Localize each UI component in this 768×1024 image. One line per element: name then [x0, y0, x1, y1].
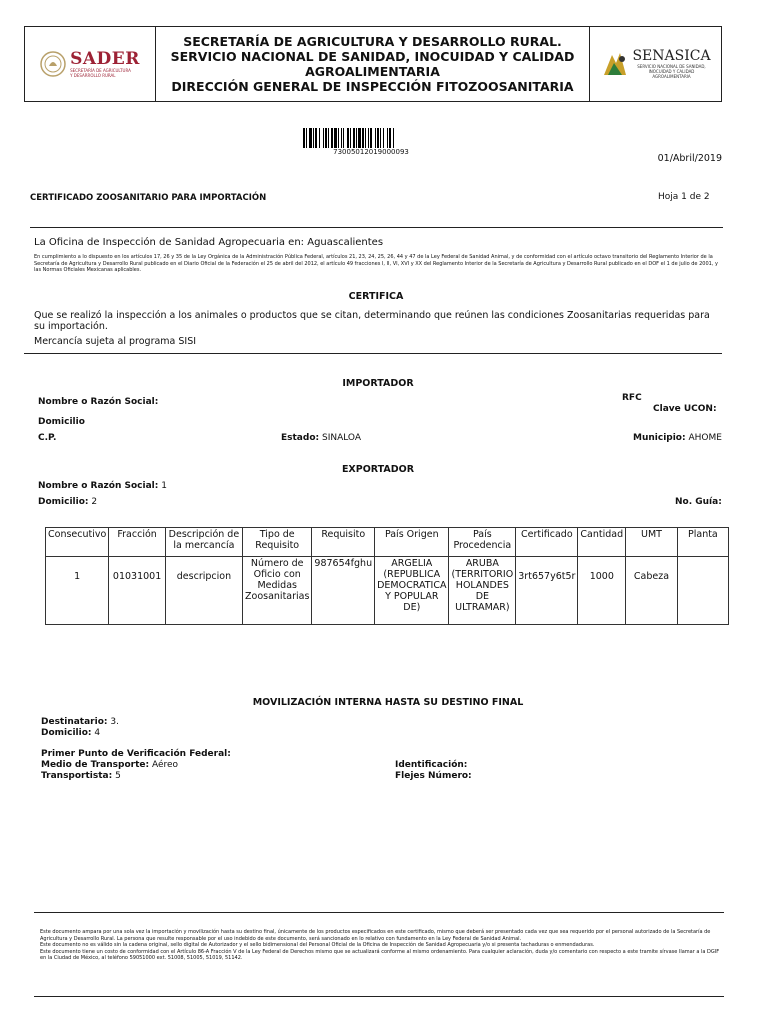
medio-transporte-value: Aéreo	[151, 760, 179, 770]
senasica-logo-text: SENASICA	[632, 48, 711, 64]
mexico-seal-icon	[40, 51, 66, 77]
footer-notes	[40, 929, 720, 962]
exportador-name-label: Nombre o Razón Social:	[38, 481, 159, 491]
importador-estado-label: Estado:	[281, 433, 320, 443]
divider	[34, 912, 724, 913]
importador-estado	[281, 433, 361, 443]
punto-verificacion-label: Primer Punto de Verificación Federal:	[41, 749, 231, 759]
importador-estado-value: SINALOA	[321, 433, 362, 443]
importador-municipio	[633, 433, 722, 443]
column-header: Certificado	[516, 528, 578, 557]
certificate-title: CERTIFICADO ZOOSANITARIO PARA IMPORTACIÓN	[30, 193, 267, 203]
page-number: Hoja 1 de 2	[658, 192, 710, 202]
column-header: País Procedencia	[449, 528, 516, 557]
barcode	[303, 128, 439, 148]
footer-note-2: Este documento no es válido sin la cadena original, sello digital de Autorizador y el sello bidimensional del Personal Oficial de la Oficina de Inspección de Sanidad Agropecuaria y/o si presenta tachaduras o enmendaduras.	[40, 942, 595, 948]
header-titles	[156, 27, 589, 101]
table-cell: Número de Oficio con Medidas Zoosanitarias	[243, 557, 312, 625]
importador-cp-label: C.P.	[38, 433, 57, 443]
divider	[34, 996, 724, 997]
medio-transporte	[41, 760, 178, 771]
table-cell	[677, 557, 728, 625]
destinatario-label: Destinatario:	[41, 717, 108, 727]
header-title-2: SERVICIO NACIONAL DE SANIDAD, INOCUIDAD Y CALIDAD	[170, 49, 575, 64]
column-header: País Origen	[375, 528, 449, 557]
table-cell: ARUBA (TERRITORIO HOLANDES DE ULTRAMAR)	[449, 557, 516, 625]
goods-table	[45, 527, 729, 625]
transportista-label: Transportista:	[41, 771, 113, 781]
senasica-logo-subtitle-1: SERVICIO NACIONAL DE SANIDAD,	[637, 64, 706, 69]
destinatario-value: 3.	[110, 717, 119, 727]
importador-heading: IMPORTADOR	[342, 378, 414, 389]
movilizacion-destinatario	[41, 717, 119, 728]
office-line: La Oficina de Inspección de Sanidad Agropecuaria en: Aguascalientes	[34, 237, 384, 248]
movilizacion-domicilio-value: 4	[94, 728, 101, 738]
column-header: Descripción de la mercancía	[165, 528, 242, 557]
importador-clave-label: Clave UCON:	[653, 404, 717, 414]
table-cell: 01031001	[109, 557, 166, 625]
exportador-name-value: 1	[161, 481, 167, 491]
footer-note-1: Este documento ampara por una sola vez la importación y movilización hasta su destino final, únicamente de los productos especificados en este certificado, mismo que deberá ser presentado cada vez que sea requerido por el personal autorizado de la Secretaría de Agricultura y Desarrollo Rural. La persona que resulte responsable por el uso indebido de este documento, será sancionado en lo relativo con fundamento en la Ley Federal de Sanidad Animal.	[40, 929, 711, 942]
table-cell: 3rt657y6t5r	[516, 557, 578, 625]
importador-municipio-label: Municipio:	[633, 433, 686, 443]
importador-domicilio-label: Domicilio	[38, 417, 85, 427]
senasica-logo-subtitle-2: INOCUIDAD Y CALIDAD	[648, 69, 695, 74]
column-header: UMT	[626, 528, 678, 557]
medio-transporte-label: Medio de Transporte:	[41, 760, 150, 770]
identificacion-label: Identificación:	[395, 760, 468, 770]
barcode-number: 73005012019000093	[333, 148, 409, 156]
exportador-name	[38, 481, 167, 491]
sader-logo-text: SADER	[70, 49, 140, 69]
table-cell: ARGELIA (REPUBLICA DEMOCRATICA Y POPULAR DE)	[375, 557, 449, 625]
table-cell: Cabeza	[626, 557, 678, 625]
table-row	[46, 557, 729, 625]
header-title-1: SECRETARÍA DE AGRICULTURA Y DESARROLLO RURAL.	[183, 34, 562, 49]
transportista	[41, 771, 121, 782]
header-title-4: DIRECCIÓN GENERAL DE INSPECCIÓN FITOZOOSANITARIA	[171, 79, 574, 94]
sader-logo	[25, 27, 156, 101]
column-header: Consecutivo	[46, 528, 109, 557]
column-header: Cantidad	[578, 528, 626, 557]
sader-logo-subtitle-2: Y DESARROLLO RURAL	[70, 73, 116, 78]
importador-rfc-label: RFC	[622, 393, 642, 403]
flejes-label: Flejes Número:	[395, 771, 472, 781]
table-header-row	[46, 528, 729, 557]
divider	[30, 227, 723, 228]
exportador-domicilio-value: 2	[91, 497, 98, 507]
senasica-emblem-icon	[600, 49, 630, 79]
table-cell: 987654fghu	[312, 557, 375, 625]
importador-municipio-value: AHOME	[688, 433, 722, 443]
header-title-3: AGROALIMENTARIA	[305, 64, 440, 79]
exportador-domicilio-label: Domicilio:	[38, 497, 89, 507]
certifica-text: Que se realizó la inspección a los animales o productos que se citan, determinando que reúnen las condiciones Zoosanitarias requeridas para su importación.	[34, 310, 710, 332]
senasica-logo-subtitle-3: AGROALIMENTARIA	[652, 74, 691, 79]
importador-name-label: Nombre o Razón Social:	[38, 397, 159, 407]
exportador-heading: EXPORTADOR	[341, 464, 415, 475]
table-cell: 1000	[578, 557, 626, 625]
column-header: Requisito	[312, 528, 375, 557]
document-header	[24, 26, 722, 102]
legal-text: En cumplimiento a lo dispuesto en los artículos 17, 26 y 35 de la Ley Orgánica de la Administración Pública Federal, artículos 21, 23, 24, 25, 26, 44 y 47 de la Ley Federal de Sanidad Animal, y de conformidad con el artículo octavo transitorio del Reglamento Interior de la Secretaría de Agricultura y Desarrollo Rural publicado en el Diario Oficial de la Federación el 25 de abril del 2012, el artículo 49 fracciones I, II, VI, XVI y XX del Reglamento Interior de la Secretaría de Agricultura y Desarrollo Rural publicado en el DOF el 1 de julio de 2001, y las Normas Oficiales Mexicanas aplicables.	[34, 254, 718, 273]
movilizacion-domicilio-label: Domicilio:	[41, 728, 92, 738]
divider	[24, 353, 722, 354]
senasica-logo	[589, 27, 721, 101]
footer-note-3: Este documento tiene un costo de conformidad con el Artículo 86-A Fracción V de la Ley Federal de Derechos mismo que se actualizará conforme al mismo ordenamiento. Para cualquier aclaración, duda y/o comentario con respecto a este tramite sírvase llamar a la DGIF en la Ciudad de México, al teléfono 59051000 ext. 51008, 51005, 51019, 51142.	[40, 948, 720, 961]
program-note: Mercancía sujeta al programa SISI	[34, 336, 197, 347]
movilizacion-domicilio	[41, 728, 100, 739]
certifica-heading: CERTIFICA	[348, 291, 404, 302]
sader-logo-subtitle-1: SECRETARÍA DE AGRICULTURA	[70, 68, 131, 73]
exportador-guia-label: No. Guía:	[675, 497, 722, 507]
column-header: Fracción	[109, 528, 166, 557]
document-date: 01/Abril/2019	[657, 153, 722, 164]
table-cell: descripcion	[165, 557, 242, 625]
transportista-value: 5	[115, 771, 121, 781]
column-header: Planta	[677, 528, 728, 557]
table-cell: 1	[46, 557, 109, 625]
exportador-domicilio	[38, 497, 97, 507]
movilizacion-heading: MOVILIZACIÓN INTERNA HASTA SU DESTINO FINAL	[252, 697, 524, 708]
column-header: Tipo de Requisito	[243, 528, 312, 557]
